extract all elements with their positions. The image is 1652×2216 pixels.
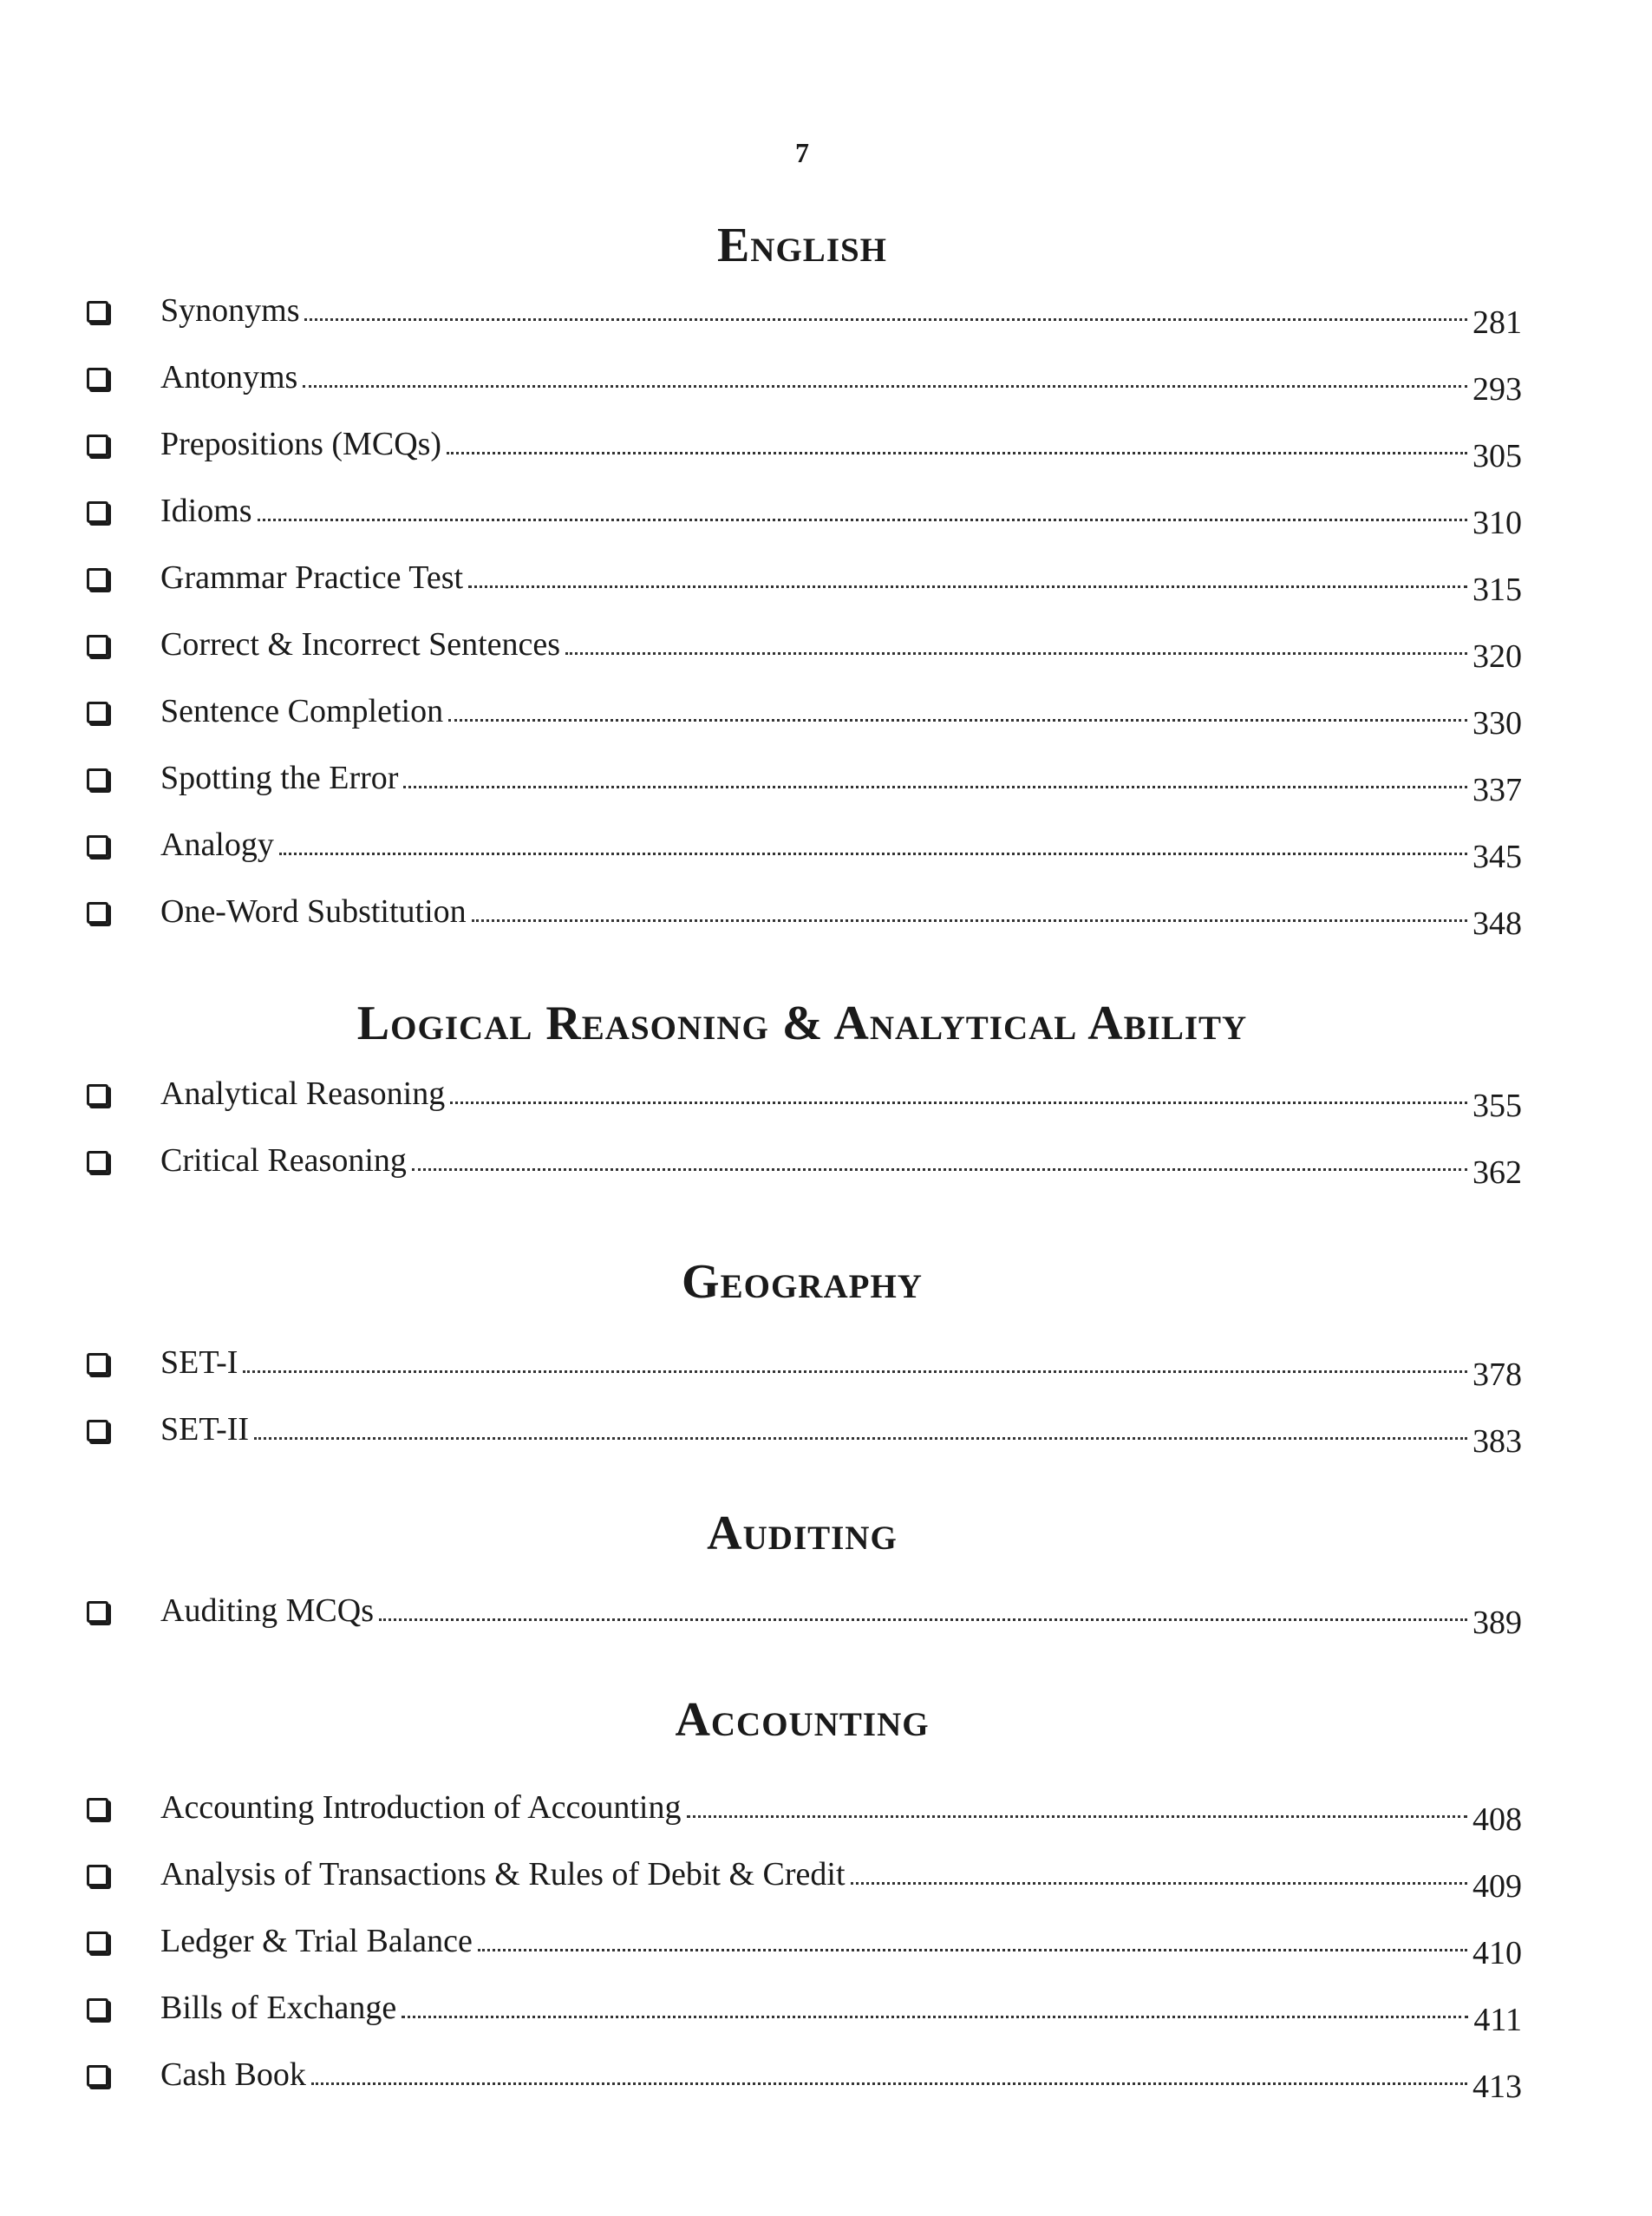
section-logical-reasoning: [0, 999, 1652, 1190]
checkbox-icon: [87, 301, 108, 323]
entry-label: Grammar Practice Test: [160, 559, 464, 597]
dot-leader: [447, 452, 1467, 454]
section-title: Logical Reasoning & Analytical Ability: [356, 997, 1248, 1050]
checkbox-icon: [87, 435, 108, 456]
toc-entry[interactable]: [0, 474, 1652, 540]
entry-label: One-Word Substitution: [160, 893, 467, 931]
entry-list: [0, 1573, 1652, 1640]
section-title: Geography: [682, 1255, 923, 1309]
dot-leader: [478, 1949, 1467, 1951]
dot-leader: [254, 1437, 1467, 1440]
dot-leader: [403, 786, 1467, 788]
toc-entry[interactable]: [0, 674, 1652, 741]
section-title: Accounting: [675, 1693, 930, 1747]
section-english: [0, 221, 1652, 941]
dot-leader: [412, 1168, 1467, 1171]
checkbox-icon: [87, 768, 108, 790]
toc-entry[interactable]: [0, 407, 1652, 474]
dot-leader: [304, 318, 1467, 321]
checkbox-icon: [87, 368, 108, 389]
dot-leader: [279, 853, 1467, 855]
toc-entry[interactable]: [0, 1392, 1652, 1459]
entry-page-number: 305: [1472, 438, 1522, 475]
entry-page-number: 293: [1472, 371, 1522, 409]
checkbox-icon: [87, 568, 108, 590]
entry-page-number: 320: [1472, 638, 1522, 676]
entry-label: Idioms: [160, 493, 252, 530]
dot-leader: [687, 1815, 1468, 1818]
dot-leader: [311, 2082, 1467, 2085]
entry-label: Ledger & Trial Balance: [160, 1923, 473, 1960]
checkbox-icon: [87, 501, 108, 523]
entry-list: [0, 1770, 1652, 2104]
entry-label: Analysis of Transactions & Rules of Debit & Credit: [160, 1856, 846, 1893]
entry-page-number: 389: [1472, 1605, 1522, 1642]
entry-label: Prepositions (MCQs): [160, 426, 442, 463]
entry-label: Analytical Reasoning: [160, 1075, 446, 1113]
entry-page-number: 355: [1472, 1088, 1522, 1125]
entry-label: SET-II: [160, 1411, 250, 1448]
entry-label: Cash Book: [160, 2056, 306, 2094]
entry-page-number: 378: [1472, 1356, 1522, 1394]
toc-entry[interactable]: [0, 273, 1652, 340]
dot-leader: [303, 385, 1467, 388]
checkbox-icon: [87, 1151, 108, 1173]
entry-page-number: 337: [1472, 772, 1522, 809]
section-title: English: [716, 219, 888, 272]
checkbox-icon: [87, 635, 108, 657]
entry-list: [0, 1056, 1652, 1190]
toc-entry[interactable]: [0, 807, 1652, 874]
toc-entry[interactable]: [0, 1325, 1652, 1392]
dot-leader: [472, 919, 1467, 922]
entry-label: Spotting the Error: [160, 760, 399, 797]
checkbox-icon: [87, 2065, 108, 2087]
dot-leader: [448, 719, 1467, 722]
dot-leader: [450, 1101, 1467, 1104]
entry-page-number: 348: [1472, 905, 1522, 943]
entry-page-number: 310: [1472, 505, 1522, 542]
section-title: Auditing: [707, 1507, 898, 1560]
checkbox-icon: [87, 1353, 108, 1375]
dot-leader: [379, 1618, 1467, 1621]
dot-leader: [565, 652, 1467, 655]
dot-leader: [243, 1370, 1467, 1373]
entry-page-number: 413: [1472, 2069, 1522, 2106]
entry-page-number: 409: [1472, 1868, 1522, 1905]
checkbox-icon: [87, 1798, 108, 1820]
entry-list: [0, 1325, 1652, 1459]
page-number: 7: [795, 137, 809, 168]
dot-leader: [851, 1882, 1467, 1885]
section-geography: [0, 1255, 1652, 1461]
entry-label: Synonyms: [160, 292, 300, 330]
entry-list: [0, 273, 1652, 941]
toc-entry[interactable]: [0, 1904, 1652, 1971]
entry-label: Critical Reasoning: [160, 1142, 407, 1180]
entry-page-number: 362: [1472, 1154, 1522, 1192]
entry-label: SET-I: [160, 1344, 238, 1382]
entry-page-number: 330: [1472, 705, 1522, 742]
dot-leader: [468, 585, 1467, 588]
checkbox-icon: [87, 1601, 108, 1623]
checkbox-icon: [87, 1420, 108, 1441]
entry-label: Sentence Completion: [160, 693, 444, 730]
toc-entry[interactable]: [0, 741, 1652, 807]
toc-entry[interactable]: [0, 1837, 1652, 1904]
toc-entry[interactable]: [0, 540, 1652, 607]
entry-label: Correct & Incorrect Sentences: [160, 626, 561, 663]
entry-page-number: 408: [1472, 1801, 1522, 1839]
section-auditing: [0, 1509, 1652, 1640]
checkbox-icon: [87, 702, 108, 723]
entry-page-number: 345: [1472, 839, 1522, 876]
toc-entry[interactable]: [0, 1056, 1652, 1123]
entry-page-number: 411: [1473, 2002, 1522, 2039]
toc-entry[interactable]: [0, 1123, 1652, 1190]
checkbox-icon: [87, 1998, 108, 2020]
dot-leader: [258, 519, 1467, 521]
entry-page-number: 281: [1472, 304, 1522, 342]
entry-page-number: 383: [1472, 1423, 1522, 1461]
entry-label: Antonyms: [160, 359, 298, 396]
toc-entry[interactable]: [0, 1573, 1652, 1640]
toc-entry[interactable]: [0, 340, 1652, 407]
dot-leader: [402, 2016, 1468, 2018]
checkbox-icon: [87, 1084, 108, 1106]
entry-page-number: 410: [1472, 1935, 1522, 1972]
toc-entry[interactable]: [0, 1770, 1652, 1837]
toc-entry[interactable]: [0, 874, 1652, 941]
checkbox-icon: [87, 1932, 108, 1953]
checkbox-icon: [87, 835, 108, 857]
checkbox-icon: [87, 1865, 108, 1886]
entry-label: Accounting Introduction of Accounting: [160, 1789, 682, 1827]
toc-entry[interactable]: [0, 607, 1652, 674]
entry-label: Analogy: [160, 827, 274, 864]
toc-entry[interactable]: [0, 2037, 1652, 2104]
entry-label: Auditing MCQs: [160, 1592, 374, 1630]
entry-page-number: 315: [1472, 572, 1522, 609]
checkbox-icon: [87, 902, 108, 924]
section-accounting: [0, 1693, 1652, 2106]
entry-label: Bills of Exchange: [160, 1990, 397, 2027]
toc-entry[interactable]: [0, 1971, 1652, 2037]
